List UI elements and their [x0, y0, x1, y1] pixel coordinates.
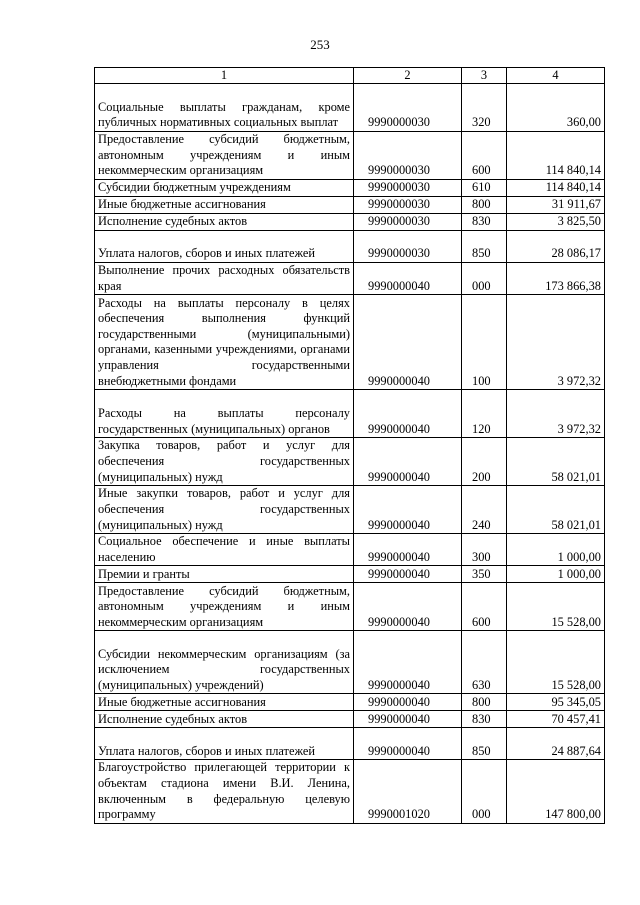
row-name-cell: Иные закупки товаров, работ и услуг для обеспечения государственных (муниципальных) нужд: [95, 486, 354, 534]
row-type-cell: 600: [462, 132, 507, 180]
row-name-cell: Расходы на выплаты персоналу государственных (муниципальных) органов: [95, 390, 354, 438]
row-type-cell: 600: [462, 583, 507, 631]
row-name-cell: Социальные выплаты гражданам, кроме публичных нормативных социальных выплат: [95, 84, 354, 132]
row-amount-cell: 360,00: [507, 84, 605, 132]
row-amount-cell: 173 866,38: [507, 263, 605, 295]
row-type-cell: 350: [462, 566, 507, 583]
row-type-cell: 000: [462, 263, 507, 295]
row-amount-cell: 3 972,32: [507, 295, 605, 390]
row-code-cell: 9990000040: [354, 583, 462, 631]
row-type-cell: 120: [462, 390, 507, 438]
row-type-cell: 610: [462, 180, 507, 197]
table-row: [95, 711, 605, 728]
row-name-cell: Премии и гранты: [95, 566, 354, 583]
table-row: [95, 180, 605, 197]
row-code-cell: 9990000040: [354, 711, 462, 728]
row-name-cell: Иные бюджетные ассигнования: [95, 197, 354, 214]
column-header-2: 2: [354, 68, 462, 84]
row-code-cell: 9990000040: [354, 534, 462, 566]
table-row: [95, 631, 605, 694]
row-type-cell: 850: [462, 728, 507, 760]
table-row: [95, 197, 605, 214]
table-row: [95, 583, 605, 631]
row-code-cell: 9990000030: [354, 197, 462, 214]
row-type-cell: 000: [462, 760, 507, 823]
row-name-cell: Субсидии некоммерческим организациям (за исключением государственных (муниципальных) учреждений): [95, 631, 354, 694]
table-header-row: [95, 68, 605, 84]
table-row: [95, 438, 605, 486]
row-type-cell: 830: [462, 214, 507, 231]
row-amount-cell: 31 911,67: [507, 197, 605, 214]
table-row: [95, 566, 605, 583]
row-type-cell: 800: [462, 197, 507, 214]
row-amount-cell: 1 000,00: [507, 534, 605, 566]
row-amount-cell: 58 021,01: [507, 486, 605, 534]
column-header-1: 1: [95, 68, 354, 84]
row-name-cell: Предоставление субсидий бюджетным, автономным учреждениям и иным некоммерческим организациям: [95, 132, 354, 180]
table-row: [95, 534, 605, 566]
row-name-cell: Исполнение судебных актов: [95, 711, 354, 728]
row-code-cell: 9990000040: [354, 438, 462, 486]
row-code-cell: 9990000040: [354, 566, 462, 583]
table-row: [95, 390, 605, 438]
row-code-cell: 9990000030: [354, 231, 462, 263]
row-name-cell: Благоустройство прилегающей территории к объектам стадиона имени В.И. Ленина, включенным в федеральную целевую программу: [95, 760, 354, 823]
row-code-cell: 9990000040: [354, 728, 462, 760]
row-amount-cell: 3 972,32: [507, 390, 605, 438]
row-code-cell: 9990001020: [354, 760, 462, 823]
budget-table-body: [95, 68, 605, 824]
table-row: [95, 263, 605, 295]
column-header-4: 4: [507, 68, 605, 84]
row-code-cell: 9990000030: [354, 214, 462, 231]
row-name-cell: Предоставление субсидий бюджетным, автономным учреждениям и иным некоммерческим организациям: [95, 583, 354, 631]
row-code-cell: 9990000040: [354, 390, 462, 438]
page-number: 253: [310, 37, 330, 52]
row-type-cell: 200: [462, 438, 507, 486]
row-amount-cell: 28 086,17: [507, 231, 605, 263]
row-name-cell: Уплата налогов, сборов и иных платежей: [95, 231, 354, 263]
row-type-cell: 830: [462, 711, 507, 728]
row-name-cell: Выполнение прочих расходных обязательств края: [95, 263, 354, 295]
row-code-cell: 9990000030: [354, 132, 462, 180]
row-type-cell: 850: [462, 231, 507, 263]
row-name-cell: Закупка товаров, работ и услуг для обеспечения государственных (муниципальных) нужд: [95, 438, 354, 486]
table-row: [95, 214, 605, 231]
table-row: [95, 728, 605, 760]
row-amount-cell: 95 345,05: [507, 694, 605, 711]
row-amount-cell: 24 887,64: [507, 728, 605, 760]
table-row: [95, 760, 605, 823]
row-name-cell: Уплата налогов, сборов и иных платежей: [95, 728, 354, 760]
row-code-cell: 9990000030: [354, 84, 462, 132]
row-code-cell: 9990000040: [354, 263, 462, 295]
row-amount-cell: 58 021,01: [507, 438, 605, 486]
row-amount-cell: 1 000,00: [507, 566, 605, 583]
row-type-cell: 100: [462, 295, 507, 390]
table-row: [95, 295, 605, 390]
row-code-cell: 9990000040: [354, 631, 462, 694]
row-code-cell: 9990000040: [354, 295, 462, 390]
row-amount-cell: 147 800,00: [507, 760, 605, 823]
row-type-cell: 240: [462, 486, 507, 534]
row-type-cell: 300: [462, 534, 507, 566]
table-row: [95, 84, 605, 132]
table-row: [95, 132, 605, 180]
row-name-cell: Социальное обеспечение и иные выплаты населению: [95, 534, 354, 566]
row-name-cell: Исполнение судебных актов: [95, 214, 354, 231]
row-name-cell: Субсидии бюджетным учреждениям: [95, 180, 354, 197]
table-row: [95, 486, 605, 534]
row-amount-cell: 3 825,50: [507, 214, 605, 231]
row-amount-cell: 70 457,41: [507, 711, 605, 728]
row-name-cell: Иные бюджетные ассигнования: [95, 694, 354, 711]
table-row: [95, 694, 605, 711]
row-code-cell: 9990000030: [354, 180, 462, 197]
row-amount-cell: 15 528,00: [507, 583, 605, 631]
row-amount-cell: 114 840,14: [507, 132, 605, 180]
row-code-cell: 9990000040: [354, 486, 462, 534]
row-name-cell: Расходы на выплаты персоналу в целях обеспечения выполнения функций государственными (муниципальными) органами, казенными учреждениями, органами управления государственными внебюджетными фондами: [95, 295, 354, 390]
row-amount-cell: 15 528,00: [507, 631, 605, 694]
budget-table: [94, 67, 605, 824]
row-code-cell: 9990000040: [354, 694, 462, 711]
column-header-3: 3: [462, 68, 507, 84]
row-type-cell: 800: [462, 694, 507, 711]
row-type-cell: 320: [462, 84, 507, 132]
row-amount-cell: 114 840,14: [507, 180, 605, 197]
table-row: [95, 231, 605, 263]
row-type-cell: 630: [462, 631, 507, 694]
